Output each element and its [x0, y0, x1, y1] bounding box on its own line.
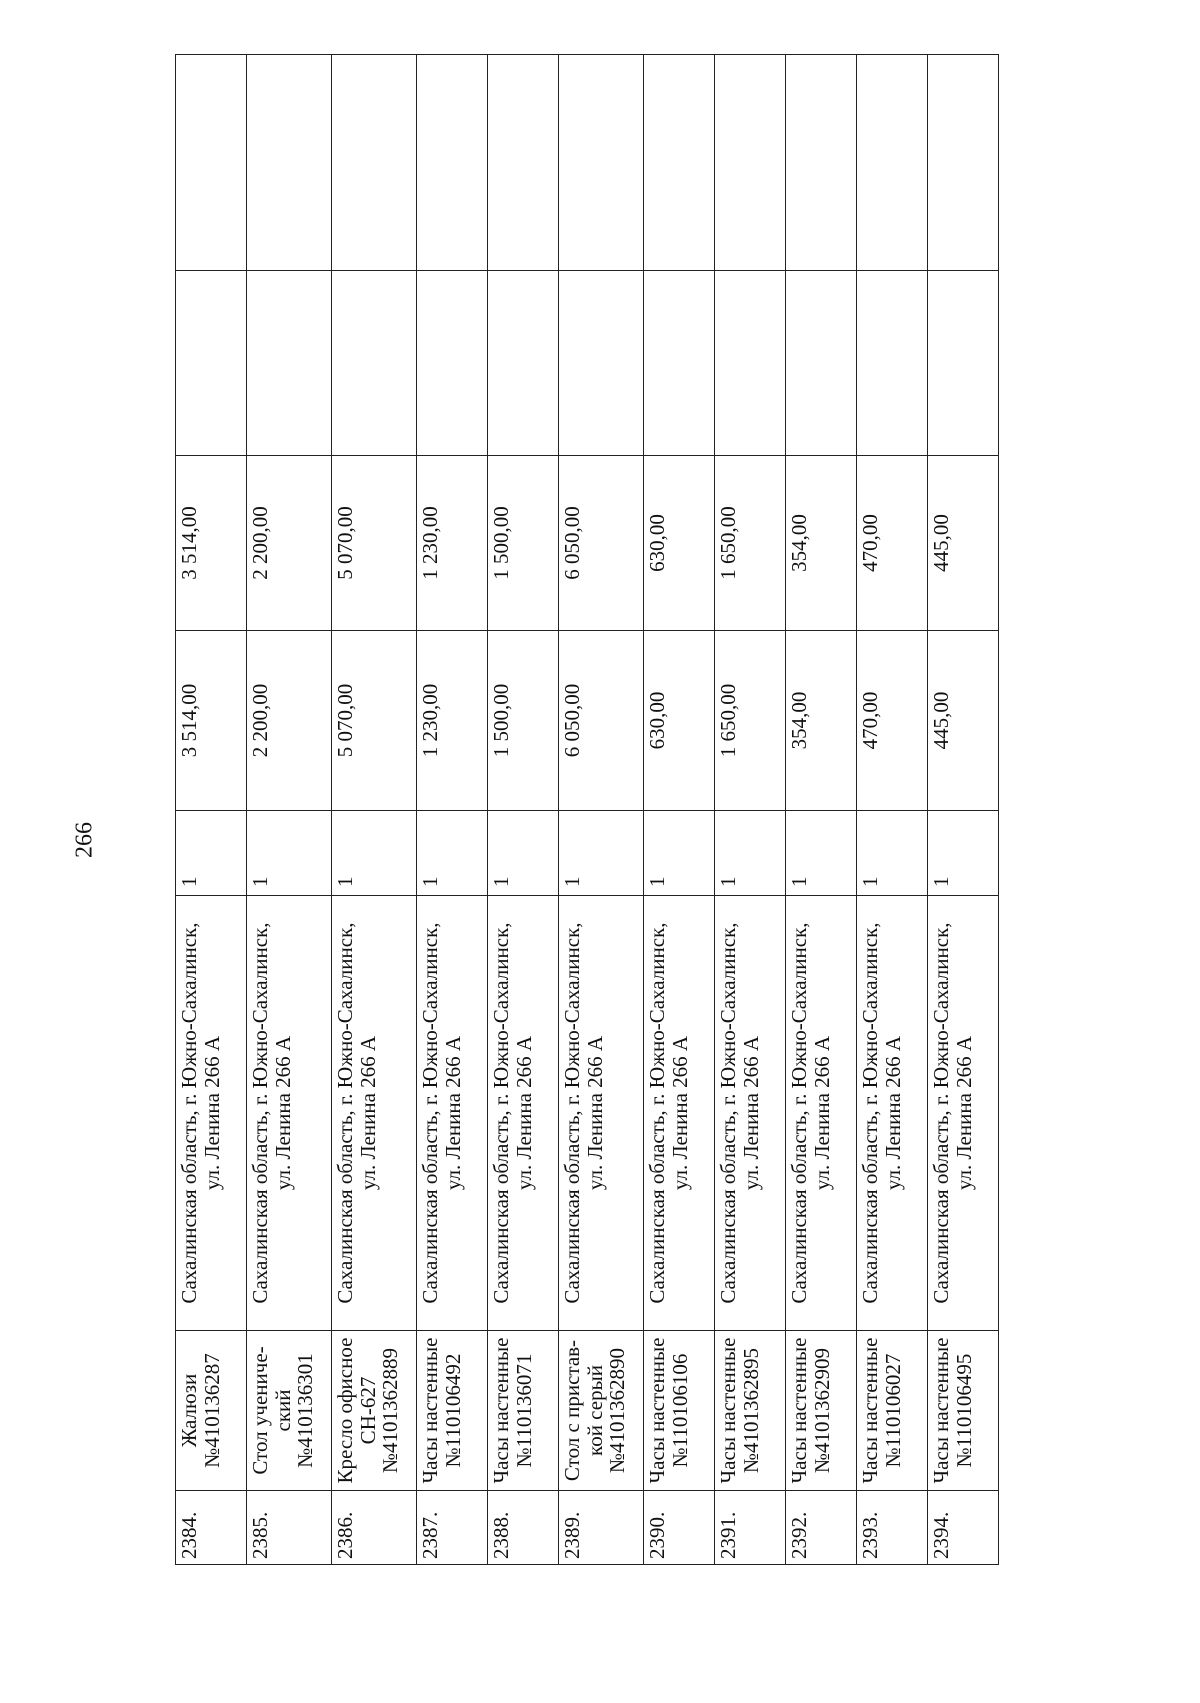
quantity-cell: 1 [488, 811, 559, 896]
quantity-cell: 1 [247, 811, 332, 896]
item-name-line: №4101362890 [605, 1347, 630, 1474]
quantity-cell: 1 [417, 811, 488, 896]
empty-cell [332, 55, 417, 271]
item-name-cell [247, 1331, 332, 1491]
value-cell: 1 650,00 [715, 631, 786, 811]
item-name-cell [176, 1331, 247, 1491]
value-cell: 3 514,00 [176, 456, 247, 631]
item-name-line: Часы настенные [716, 1337, 740, 1484]
empty-cell [417, 55, 488, 271]
value-cell: 445,00 [928, 456, 999, 631]
item-name-line: кой серый [582, 1365, 607, 1456]
address-line: ул. Ленина 266 А [582, 1035, 607, 1191]
item-name-line: Часы настенные [929, 1337, 953, 1484]
row-number-cell: 2389. [559, 1491, 644, 1565]
row-number-cell: 2392. [786, 1491, 857, 1565]
row-number-cell: 2394. [928, 1491, 999, 1565]
empty-cell [715, 55, 786, 271]
address-line: Сахалинская область, г. Южно-Сахалинск, [929, 922, 953, 1304]
empty-cell [715, 271, 786, 456]
item-name-cell [786, 1331, 857, 1491]
quantity-cell: 1 [857, 811, 928, 896]
value-cell: 470,00 [857, 456, 928, 631]
table-row [247, 55, 332, 1565]
inventory-table-container [175, 55, 999, 1565]
empty-cell [786, 271, 857, 456]
empty-cell [559, 271, 644, 456]
address-line: ул. Ленина 266 А [511, 1035, 536, 1191]
item-name-line: Жалюзи [177, 1373, 201, 1448]
empty-cell [332, 271, 417, 456]
address-cell [488, 896, 559, 1331]
quantity-cell: 1 [559, 811, 644, 896]
item-name-line: Часы настенные [645, 1337, 669, 1484]
empty-cell [488, 271, 559, 456]
empty-cell [786, 55, 857, 271]
row-number-cell: 2386. [332, 1491, 417, 1565]
item-name-line: №110136071 [511, 1353, 536, 1468]
row-number-cell: 2390. [644, 1491, 715, 1565]
address-line: ул. Ленина 266 А [951, 1035, 976, 1191]
address-line: Сахалинская область, г. Южно-Сахалинск, [645, 922, 669, 1304]
item-name-line: Стол учениче- [248, 1346, 272, 1475]
item-name-cell [488, 1331, 559, 1491]
item-name-cell [928, 1331, 999, 1491]
address-line: Сахалинская область, г. Южно-Сахалинск, [787, 922, 811, 1304]
item-name-cell [332, 1331, 417, 1491]
address-cell [786, 896, 857, 1331]
empty-cell [857, 271, 928, 456]
empty-cell [488, 55, 559, 271]
address-cell [559, 896, 644, 1331]
address-cell [332, 896, 417, 1331]
item-name-line: №4101362909 [809, 1347, 834, 1474]
row-number-cell: 2393. [857, 1491, 928, 1565]
address-line: Сахалинская область, г. Южно-Сахалинск, [418, 922, 442, 1304]
item-name-line: ский [270, 1389, 295, 1432]
item-name-cell [417, 1331, 488, 1491]
value-cell: 630,00 [644, 456, 715, 631]
value-cell: 6 050,00 [559, 456, 644, 631]
empty-cell [247, 55, 332, 271]
value-cell: 354,00 [786, 456, 857, 631]
address-line: ул. Ленина 266 А [355, 1035, 380, 1191]
table-row [417, 55, 488, 1565]
item-name-line: СН-627 [355, 1376, 380, 1445]
address-line: ул. Ленина 266 А [440, 1035, 465, 1191]
table-row [559, 55, 644, 1565]
item-name-line: №4101362889 [378, 1347, 403, 1474]
item-name-cell [857, 1331, 928, 1491]
quantity-cell: 1 [928, 811, 999, 896]
row-number-cell: 2391. [715, 1491, 786, 1565]
value-cell: 2 200,00 [247, 456, 332, 631]
item-name-line: Кресло офисное [333, 1337, 357, 1484]
address-cell [928, 896, 999, 1331]
table-row [644, 55, 715, 1565]
quantity-cell: 1 [786, 811, 857, 896]
item-name-line: №110106106 [667, 1353, 692, 1468]
value-cell: 2 200,00 [247, 631, 332, 811]
item-name-line: Часы настенные [418, 1337, 442, 1484]
item-name-line: №4101362895 [738, 1347, 763, 1474]
value-cell: 1 500,00 [488, 631, 559, 811]
item-name-line: №110106492 [440, 1353, 465, 1468]
item-name-line: №410136301 [293, 1353, 318, 1468]
table-row [857, 55, 928, 1565]
address-cell [247, 896, 332, 1331]
value-cell: 3 514,00 [176, 631, 247, 811]
address-line: Сахалинская область, г. Южно-Сахалинск, [333, 922, 357, 1304]
inventory-table [175, 54, 999, 1565]
value-cell: 1 230,00 [417, 631, 488, 811]
address-line: ул. Ленина 266 А [199, 1035, 224, 1191]
value-cell: 470,00 [857, 631, 928, 811]
address-line: Сахалинская область, г. Южно-Сахалинск, [560, 922, 584, 1304]
quantity-cell: 1 [332, 811, 417, 896]
value-cell: 5 070,00 [332, 631, 417, 811]
row-number-cell: 2385. [247, 1491, 332, 1565]
item-name-line: Часы настенные [787, 1337, 811, 1484]
address-line: Сахалинская область, г. Южно-Сахалинск, [858, 922, 882, 1304]
address-cell [857, 896, 928, 1331]
address-line: Сахалинская область, г. Южно-Сахалинск, [177, 922, 201, 1304]
value-cell: 1 230,00 [417, 456, 488, 631]
empty-cell [857, 55, 928, 271]
value-cell: 5 070,00 [332, 456, 417, 631]
value-cell: 6 050,00 [559, 631, 644, 811]
empty-cell [644, 271, 715, 456]
address-line: ул. Ленина 266 А [809, 1035, 834, 1191]
address-cell [715, 896, 786, 1331]
value-cell: 354,00 [786, 631, 857, 811]
item-name-cell [644, 1331, 715, 1491]
value-cell: 1 500,00 [488, 456, 559, 631]
item-name-line: №110106495 [951, 1353, 976, 1468]
table-row [332, 55, 417, 1565]
address-cell [176, 896, 247, 1331]
page-number: 266 [71, 822, 98, 858]
row-number-cell: 2384. [176, 1491, 247, 1565]
table-row [176, 55, 247, 1565]
quantity-cell: 1 [644, 811, 715, 896]
address-line: ул. Ленина 266 А [667, 1035, 692, 1191]
table-row [786, 55, 857, 1565]
item-name-cell [715, 1331, 786, 1491]
address-line: Сахалинская область, г. Южно-Сахалинск, [248, 922, 272, 1304]
empty-cell [928, 55, 999, 271]
item-name-line: Часы настенные [858, 1337, 882, 1484]
row-number-cell: 2388. [488, 1491, 559, 1565]
address-line: ул. Ленина 266 А [880, 1035, 905, 1191]
item-name-line: Стол с пристав- [560, 1339, 584, 1482]
table-row [715, 55, 786, 1565]
quantity-cell: 1 [176, 811, 247, 896]
address-cell [417, 896, 488, 1331]
inventory-table-body [176, 55, 999, 1565]
value-cell: 630,00 [644, 631, 715, 811]
empty-cell [928, 271, 999, 456]
empty-cell [176, 55, 247, 271]
value-cell: 445,00 [928, 631, 999, 811]
address-line: Сахалинская область, г. Южно-Сахалинск, [716, 922, 740, 1304]
row-number-cell: 2387. [417, 1491, 488, 1565]
address-line: Сахалинская область, г. Южно-Сахалинск, [489, 922, 513, 1304]
address-line: ул. Ленина 266 А [738, 1035, 763, 1191]
empty-cell [644, 55, 715, 271]
empty-cell [559, 55, 644, 271]
value-cell: 1 650,00 [715, 456, 786, 631]
item-name-line: №410136287 [199, 1353, 224, 1468]
item-name-line: Часы настенные [489, 1337, 513, 1484]
empty-cell [417, 271, 488, 456]
empty-cell [176, 271, 247, 456]
table-row [928, 55, 999, 1565]
address-line: ул. Ленина 266 А [270, 1035, 295, 1191]
empty-cell [247, 271, 332, 456]
quantity-cell: 1 [715, 811, 786, 896]
table-row [488, 55, 559, 1565]
item-name-cell [559, 1331, 644, 1491]
item-name-line: №110106027 [880, 1353, 905, 1468]
address-cell [644, 896, 715, 1331]
